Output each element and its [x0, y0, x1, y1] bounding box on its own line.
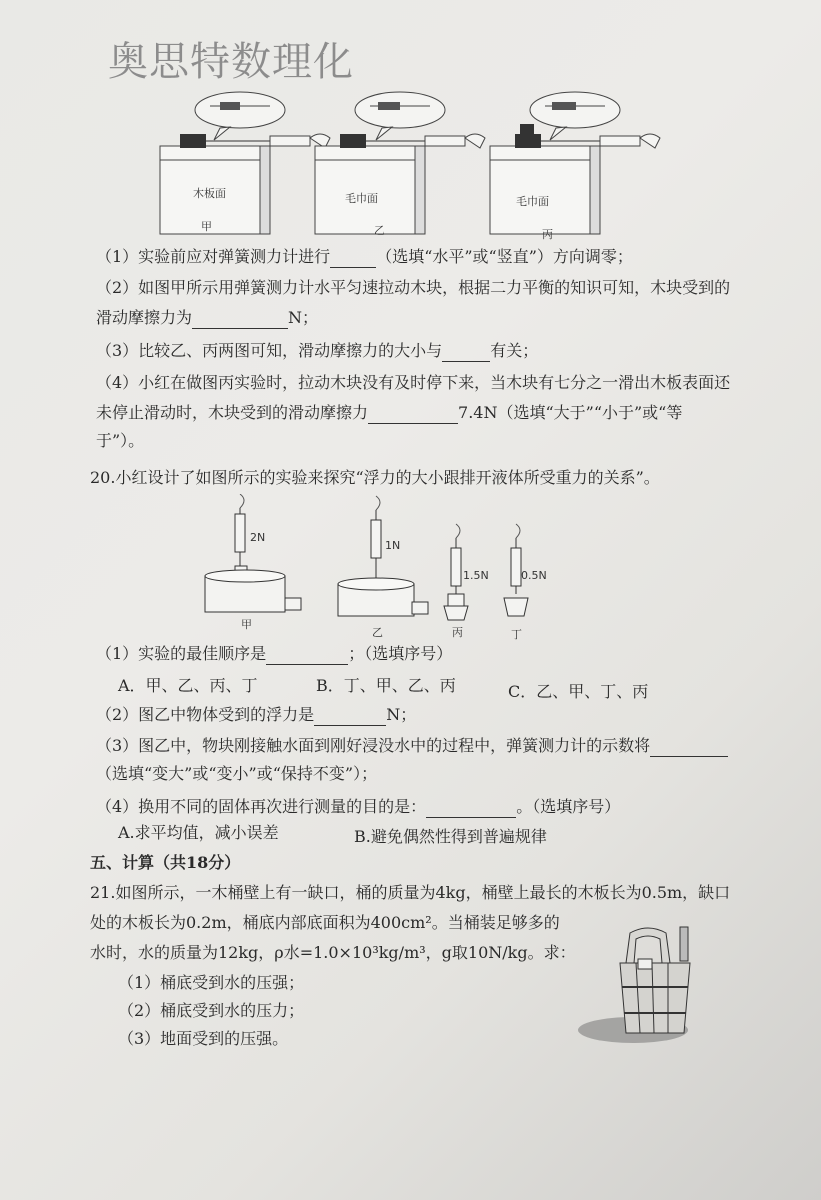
q19-part4-line3: 于”）。 — [96, 431, 145, 450]
q20-option-b[interactable]: B．丁、甲、乙、丙 — [316, 676, 456, 695]
friction-panel-bing — [490, 92, 660, 234]
spring-reading: 2N — [250, 531, 266, 544]
q21-sub1: （1）桶底受到水的压强； — [118, 973, 305, 992]
q20-option4-a[interactable]: A.求平均值，减小误差 — [118, 823, 279, 842]
friction-figure — [150, 88, 750, 238]
q20-part4: （4）换用不同的固体再次进行测量的目的是： 。（选填序号） — [96, 797, 621, 816]
figure-label: 丁 — [511, 628, 522, 641]
q21-sub3: （3）地面受到的压强。 — [118, 1029, 289, 1048]
answer-blank[interactable] — [266, 648, 348, 665]
surface-label: 毛巾面 — [345, 192, 378, 205]
q21-line1: 21.如图所示，一木桶壁上有一缺口，桶的质量为4kg，桶壁上最长的木板长为0.5m，缺口 — [90, 883, 731, 902]
q20-part1: （1）实验的最佳顺序是 ；（选填序号） — [96, 644, 453, 663]
figure-label: 乙 — [374, 224, 385, 237]
q19-part2-line1: （2）如图甲所示用弹簧测力计水平匀速拉动木块，根据二力平衡的知识可知，木块受到的 — [96, 278, 731, 297]
q21-line2: 处的木板长为0.2m，桶底内部底面积为400cm²。当桶装足够多的 — [90, 913, 560, 932]
q19-part4-line2: 未停止滑动时，木块受到的滑动摩擦力 7.4N（选填“大于”“小于”或“等 — [96, 403, 683, 422]
q20-option4-b[interactable]: B.避免偶然性得到普遍规律 — [354, 827, 547, 846]
answer-blank[interactable] — [368, 407, 458, 424]
figure-label: 甲 — [241, 618, 252, 631]
answer-blank[interactable] — [650, 740, 728, 757]
spring-reading: 0.5N — [521, 569, 547, 582]
figure-label: 乙 — [372, 626, 383, 639]
q21-line3: 水时，水的质量为12kg，ρ水=1.0×10³kg/m³，g取10N/kg。求： — [90, 943, 576, 962]
buoyancy-figure — [200, 494, 580, 634]
section-title: 五、计算（共18分） — [90, 853, 241, 872]
q19-part1: （1）实验前应对弹簧测力计进行 （选填“水平”或“竖直”）方向调零； — [96, 247, 633, 266]
surface-label: 木板面 — [193, 187, 226, 200]
answer-blank[interactable] — [442, 345, 490, 362]
surface-label: 毛巾面 — [516, 195, 549, 208]
buoyancy-panel-jia — [205, 494, 301, 612]
q19-part3: （3）比较乙、丙两图可知，滑动摩擦力的大小与 有关； — [96, 341, 539, 360]
answer-blank[interactable] — [314, 709, 386, 726]
spring-reading: 1N — [385, 539, 401, 552]
figure-label: 丙 — [542, 228, 553, 241]
friction-panel-jia — [160, 92, 330, 234]
answer-blank[interactable] — [330, 251, 376, 268]
figure-label: 甲 — [201, 220, 212, 233]
q19-part2-line2: 滑动摩擦力为 N； — [96, 308, 319, 327]
q20-part3-line1: （3）图乙中，物块刚接触水面到刚好浸没水中的过程中，弹簧测力计的示数将 — [96, 735, 728, 757]
answer-blank[interactable] — [192, 312, 288, 329]
q21-sub2: （2）桶底受到水的压力； — [118, 1001, 305, 1020]
q20-part3-line2: （选填“变大”或“变小”或“保持不变”）； — [96, 764, 378, 783]
spring-reading: 1.5N — [463, 569, 489, 582]
q20-option-a[interactable]: A．甲、乙、丙、丁 — [118, 676, 258, 695]
figure-label: 丙 — [452, 626, 463, 639]
watermark: 奥思特数理化 — [108, 39, 354, 85]
q20-part2: （2）图乙中物体受到的浮力是 N； — [96, 705, 417, 724]
friction-panel-yi — [315, 92, 485, 234]
q20-stem: 20.小红设计了如图所示的实验来探究“浮力的大小跟排开液体所受重力的关系”。 — [90, 468, 660, 487]
buoyancy-panel-yi — [338, 496, 428, 616]
bucket-figure — [578, 925, 708, 1045]
answer-blank[interactable] — [426, 801, 516, 818]
q19-part4-line1: （4）小红在做图丙实验时，拉动木块没有及时停下来，当木块有七分之一滑出木板表面还 — [96, 373, 731, 392]
q20-option-c[interactable]: C．乙、甲、丁、丙 — [508, 682, 649, 701]
